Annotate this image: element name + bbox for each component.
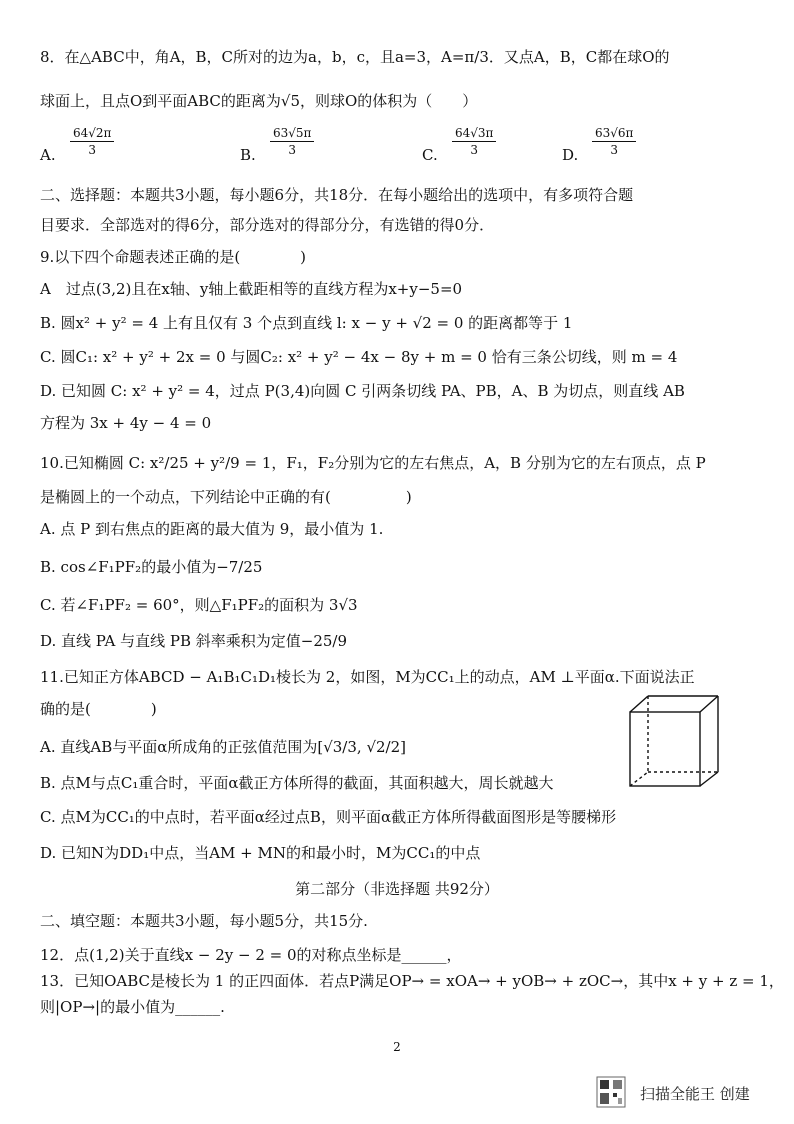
q11-stem-line2: 确的是( ): [40, 700, 157, 718]
section-2-heading-line2: 目要求．全部选对的得6分，部分选对的得部分分，有选错的得0分．: [40, 216, 495, 234]
page-number: 2: [393, 1040, 401, 1054]
q9-option-a: A 过点(3,2)且在x轴、y轴上截距相等的直线方程为x+y−5=0: [40, 280, 463, 298]
q11-option-a: A. 直线AB与平面α所成角的正弦值范围为[√3/3, √2/2]: [40, 738, 406, 756]
section-3-heading: 二、填空题：本题共3小题，每小题5分，共15分.: [40, 912, 368, 930]
q9-option-d-line1: D. 已知圆 C: x² + y² = 4，过点 P(3,4)向圆 C 引两条切线 PA、PB，A、B 为切点，则直线 AB: [40, 382, 685, 400]
section-2-heading-line1: 二、选择题：本题共3小题，每小题6分，共18分．在每小题给出的选项中，有多项符合题: [40, 186, 634, 204]
q8-stem-line2: 球面上，且点O到平面ABC的距离为√5，则球O的体积为（ ）: [40, 92, 478, 110]
q10-option-c: C. 若∠F₁PF₂ = 60°，则△F₁PF₂的面积为 3√3: [40, 596, 358, 614]
q10-option-d: D. 直线 PA 与直线 PB 斜率乘积为定值−25/9: [40, 632, 348, 650]
part-2-heading: 第二部分（非选择题 共92分）: [295, 880, 499, 898]
q8-option-d-fraction: $\frac{63√6\pi}{3}$: [592, 126, 636, 157]
q10-stem-line1: 10.已知椭圆 C: x²/25 + y²/9 = 1，F₁，F₂分别为它的左右焦点，A，B 分别为它的左右顶点，点 P: [40, 454, 706, 472]
q11-option-d: D. 已知N为DD₁中点，当AM + MN的和最小时，M为CC₁的中点: [40, 844, 481, 862]
cube-edge: [630, 696, 648, 712]
q11-option-c: C. 点M为CC₁的中点时，若平面α经过点B，则平面α截正方体所得截面图形是等腰梯形: [40, 808, 617, 826]
q8-option-a-fraction: $\frac{64√2\pi}{3}$: [70, 126, 114, 157]
q8-option-b-fraction: $\frac{63√5\pi}{3}$: [270, 126, 314, 157]
q9-stem: 9.以下四个命题表述正确的是( ): [40, 248, 307, 266]
q10-option-a: A. 点 P 到右焦点的距离的最大值为 9，最小值为 1.: [40, 520, 384, 538]
q13-stem-line2: 则|OP→|的最小值为______.: [40, 998, 225, 1016]
scanner-watermark: 扫描全能王 创建: [640, 1085, 750, 1103]
cube-front-face: [630, 712, 700, 786]
q9-option-b: B. 圆x² + y² = 4 上有且仅有 3 个点到直线 l: x − y + √2 = 0 的距离都等于 1: [40, 314, 573, 332]
q12-stem: 12．点(1,2)关于直线x − 2y − 2 = 0的对称点坐标是______，: [40, 946, 462, 964]
q9-option-d-line2: 方程为 3x + 4y − 4 = 0: [40, 414, 212, 432]
cube-figure: [612, 690, 724, 808]
q11-option-b: B. 点M与点C₁重合时，平面α截正方体所得的截面，其面积越大，周长就越大: [40, 774, 554, 792]
q11-stem-line1: 11.已知正方体ABCD − A₁B₁C₁D₁棱长为 2，如图，M为CC₁上的动点，AM ⊥平面α.下面说法正: [40, 668, 695, 686]
q10-stem-line2: 是椭圆上的一个动点，下列结论中正确的有( ): [40, 488, 412, 506]
scanner-logo-icon: [596, 1076, 626, 1108]
cube-edge: [700, 772, 718, 786]
cube-hidden-edge: [630, 772, 648, 786]
q8-options: A. $\frac{64√2\pi}{3}$ B. $\frac{63√5\pi}{3}$ C. $\frac{64√3\pi}{3}$ D. $\frac{63√6\pi}{3}$: [40, 126, 754, 170]
q13-stem-line1: 13．已知OABC是棱长为 1 的正四面体．若点P满足OP→ = xOA→ + yOB→ + zOC→，其中x + y + z = 1，: [40, 972, 784, 990]
q9-option-c: C. 圆C₁: x² + y² + 2x = 0 与圆C₂: x² + y² − 4x − 8y + m = 0 恰有三条公切线，则 m = 4: [40, 348, 678, 366]
q8-stem-line1: 8．在△ABC中，角A，B，C所对的边为a，b，c，且a=3，A=π/3．又点A，B，C都在球O的: [40, 48, 670, 66]
q8-option-c-fraction: $\frac{64√3\pi}{3}$: [452, 126, 496, 157]
q10-option-b: B. cos∠F₁PF₂的最小值为−7/25: [40, 558, 263, 576]
cube-edge: [700, 696, 718, 712]
